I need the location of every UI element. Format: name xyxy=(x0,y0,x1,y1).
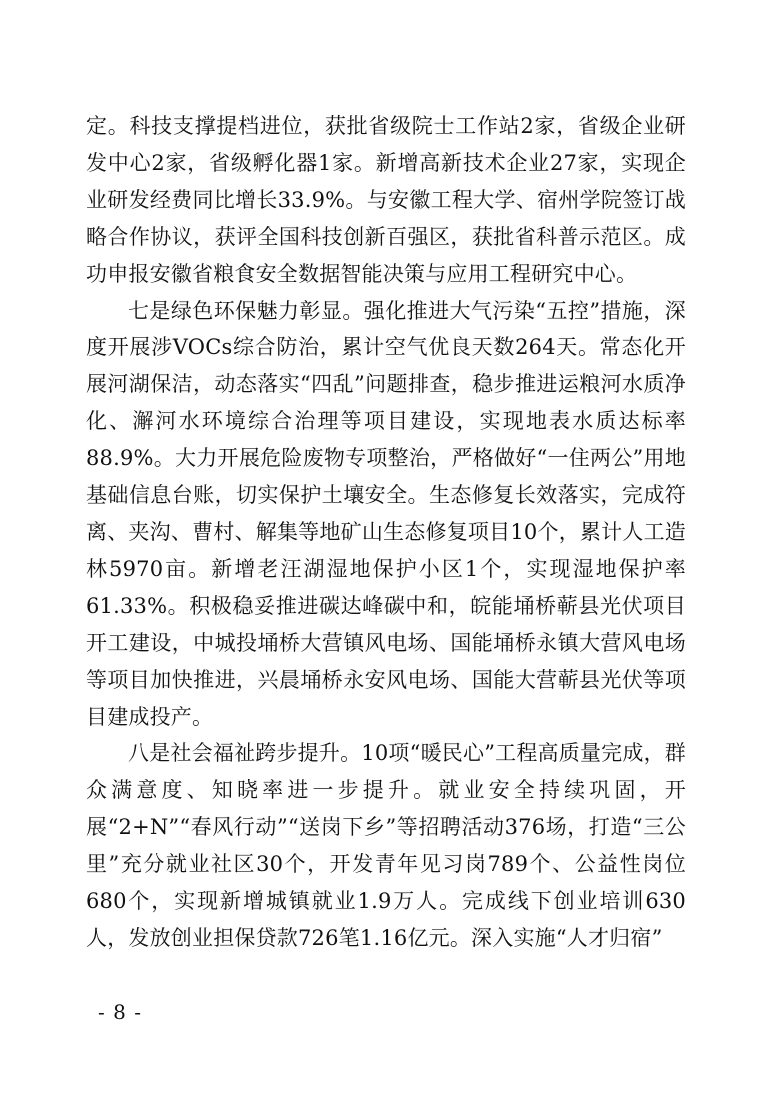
paragraph-3-text: 10项“暖民心”工程高质量完成，群众满意度、知晓率进一步提升。就业安全持续巩固，开展“2+N”“春风行动”“送岗下乡”等招聘活动376场，打造“三公里”充分就业社区30个，开发青年见习岗789个、公益性岗位680个，实现新增城镇就业1.9万人。完成线下创业培训630人，发放创业担保贷款726笔1.16亿元。深入实施“人才归宿” xyxy=(86,741,687,950)
paragraph-2 xyxy=(86,293,686,736)
body-text xyxy=(86,108,686,957)
paragraph-2-text: 强化推进大气污染“五控”措施，深度开展涉VOCs综合防治，累计空气优良天数264天。常态化开展河湖保洁，动态落实“四乱”问题排查，稳步推进运粮河水质净化、澥河水环境综合治理等项目建设，实现地表水质达标率88.9%。大力开展危险废物专项整治，严格做好“一住两公”用地基础信息台账，切实保护土壤安全。生态修复长效落实，完成符离、夹沟、曹村、解集等地矿山生态修复项目10个，累计人工造林5970亩。新增老汪湖湿地保护小区1个，实现湿地保护率61.33%。积极稳妥推进碳达峰碳中和，皖能埇桥蕲县光伏项目开工建设，中城投埇桥大营镇风电场、国能埇桥永镇大营风电场等项目加快推进，兴晨埇桥永安风电场、国能大营蕲县光伏等项目建成投产。 xyxy=(86,298,687,729)
page-number: - 8 - xyxy=(98,1000,142,1024)
paragraph-1-text: 定。科技支撑提档进位，获批省级院士工作站2家，省级企业研发中心2家，省级孵化器1家。新增高新技术企业27家，实现企业研发经费同比增长33.9%。与安徽工程大学、宿州学院签订战略合作协议，获评全国科技创新百强区，获批省科普示范区。成功申报安徽省粮食安全数据智能决策与应用工程研究中心。 xyxy=(86,114,686,286)
paragraph-3 xyxy=(86,735,686,956)
paragraph-2-lead: 七是绿色环保魅力彰显。 xyxy=(128,298,364,323)
paragraph-3-lead: 八是社会福祉跨步提升。 xyxy=(128,741,362,766)
paragraph-1 xyxy=(86,108,686,293)
